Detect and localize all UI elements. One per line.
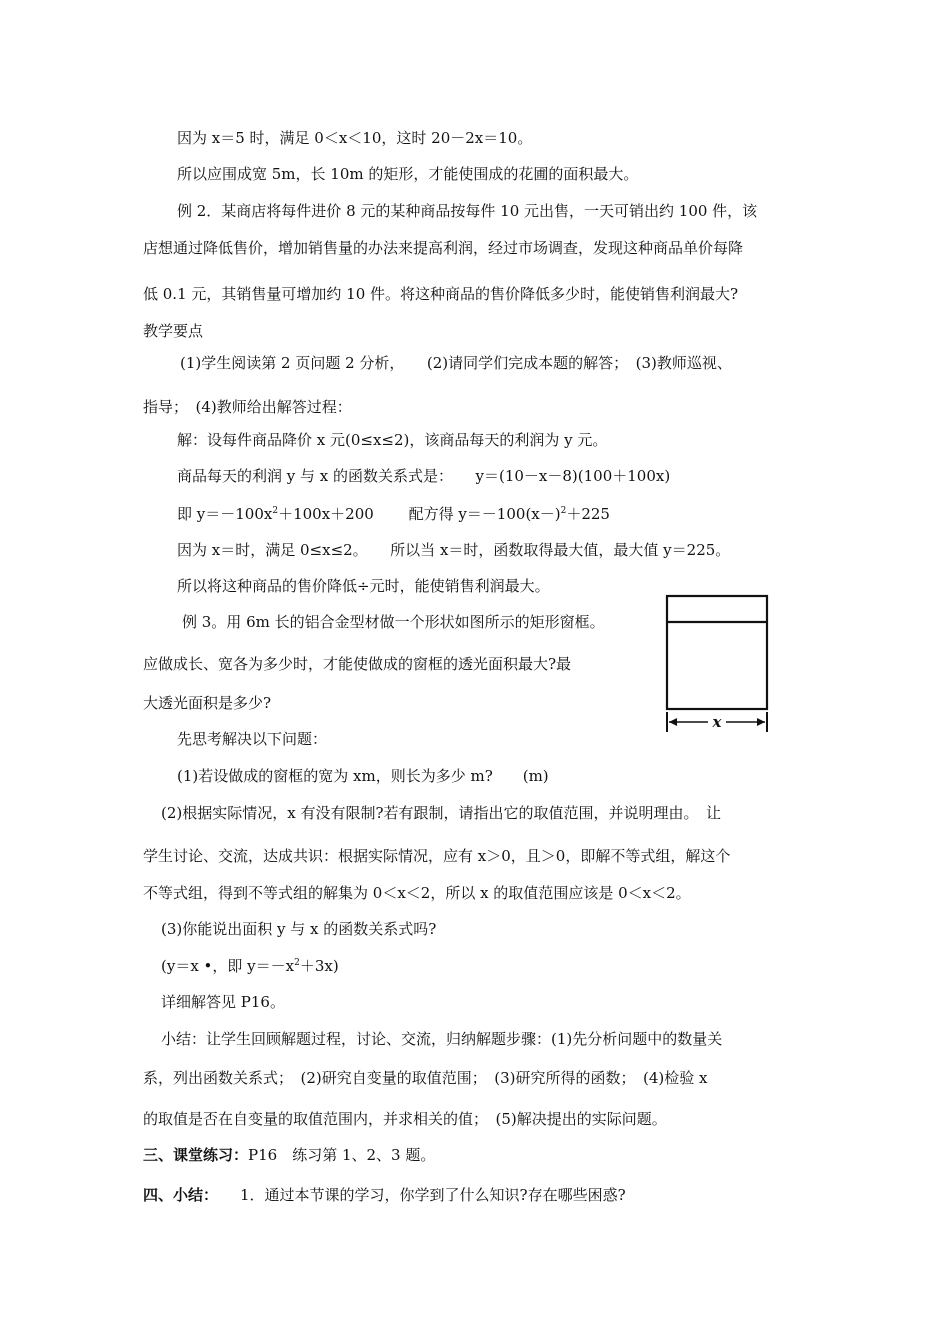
text-line: 指导； (4)教师给出解答过程： — [143, 398, 352, 416]
text-line: 所以应围成宽 5m，长 10m 的矩形，才能使围成的花圃的面积最大。 — [177, 165, 639, 183]
section-3-line: 三、课堂练习：P16 练习第 1、2、3 题。 — [143, 1146, 436, 1164]
text-line: (2)根据实际情况，x 有没有限制?若有跟制，请指出它的取值范围，并说明理由。 让 — [161, 804, 722, 822]
text-line: (3)你能说出面积 y 与 x 的函数关系式吗? — [161, 920, 437, 938]
text-line: 因为 x＝时，满足 0≤x≤2。 所以当 x＝时，函数取得最大值，最大值 y＝225。 — [177, 541, 731, 559]
text-line: 应做成长、宽各为多少时，才能使做成的窗框的透光面积最大?最 — [143, 655, 572, 673]
text-line: 详细解答见 P16。 — [161, 993, 285, 1011]
example-3-heading: 例 3。用 6m 长的铝合金型材做一个形状如图所示的矩形窗框。 — [182, 613, 605, 631]
text-line: 所以将这种商品的售价降低÷元时，能使销售利润最大。 — [177, 577, 550, 595]
formula-line: 商品每天的利润 y 与 x 的函数关系式是： y＝(10－x－8)(100＋100x) — [177, 467, 671, 485]
text-line: (1)学生阅读第 2 页问题 2 分析， (2)请同学们完成本题的解答； (3)教师巡视、 — [180, 354, 732, 372]
text-line: 大透光面积是多少? — [143, 694, 272, 712]
formula-line: (y＝x •，即 $y=-x^2+3x$) — [161, 957, 339, 975]
text-line: 先思考解决以下问题： — [177, 730, 328, 748]
dimension-arrow-right — [757, 718, 765, 726]
text-line: 低 0.1 元，其销售量可增加约 10 件。将这种商品的售价降低多少时，能使销售利润最大? — [143, 285, 739, 303]
text-line: 学生讨论、交流，达成共识：根据实际情况，应有 x＞0，且＞0，即解不等式组，解这个 — [143, 847, 731, 865]
section-4-heading: 四、小结： — [143, 1186, 219, 1204]
solution-line: 解：设每件商品降价 x 元(0≤x≤2)，该商品每天的利润为 y 元。 — [177, 431, 608, 449]
example-2-heading: 例 2．某商店将每件进价 8 元的某种商品按每件 10 元出售，一天可销出约 100 件，该 — [177, 202, 758, 220]
section-3-heading: 三、课堂练习： — [143, 1146, 249, 1164]
text-line: 不等式组，得到不等式组的解集为 0＜x＜2，所以 x 的取值范围应该是 0＜x＜2。 — [143, 884, 691, 902]
window-frame-figure — [664, 594, 770, 734]
text-line: (1)若设做成的窗框的宽为 xm，则长为多少 m? (m) — [177, 767, 549, 785]
dimension-label-x: x — [712, 713, 722, 731]
formula-line: 即 $y=-100x^2+100x+200$ 配方得 $y=-100(x-)^2+225$ — [177, 505, 610, 523]
text-line: 店想通过降低售价，增加销售量的办法来提高利润，经过市场调查，发现这种商品单价每降 — [143, 239, 744, 257]
dimension-arrow-left — [669, 718, 677, 726]
text-line: 因为 x＝5 时，满足 0＜x＜10，这时 20－2x＝10。 — [177, 129, 533, 147]
summary-line: 小结：让学生回顾解题过程，讨论、交流，归纳解题步骤：(1)先分析问题中的数量关 — [161, 1030, 723, 1048]
window-frame-outline — [667, 596, 767, 709]
section-4-line: 四、小结： 1．通过本节课的学习，你学到了什么知识?存在哪些困惑? — [143, 1186, 626, 1204]
teaching-points-heading: 教学要点 — [143, 322, 204, 340]
text-line: 的取值是否在自变量的取值范围内，并求相关的值； (5)解决提出的实际问题。 — [143, 1110, 667, 1128]
text-line: 系，列出函数关系式； (2)研究自变量的取值范围； (3)研究所得的函数； (4)检验 x — [143, 1069, 708, 1087]
